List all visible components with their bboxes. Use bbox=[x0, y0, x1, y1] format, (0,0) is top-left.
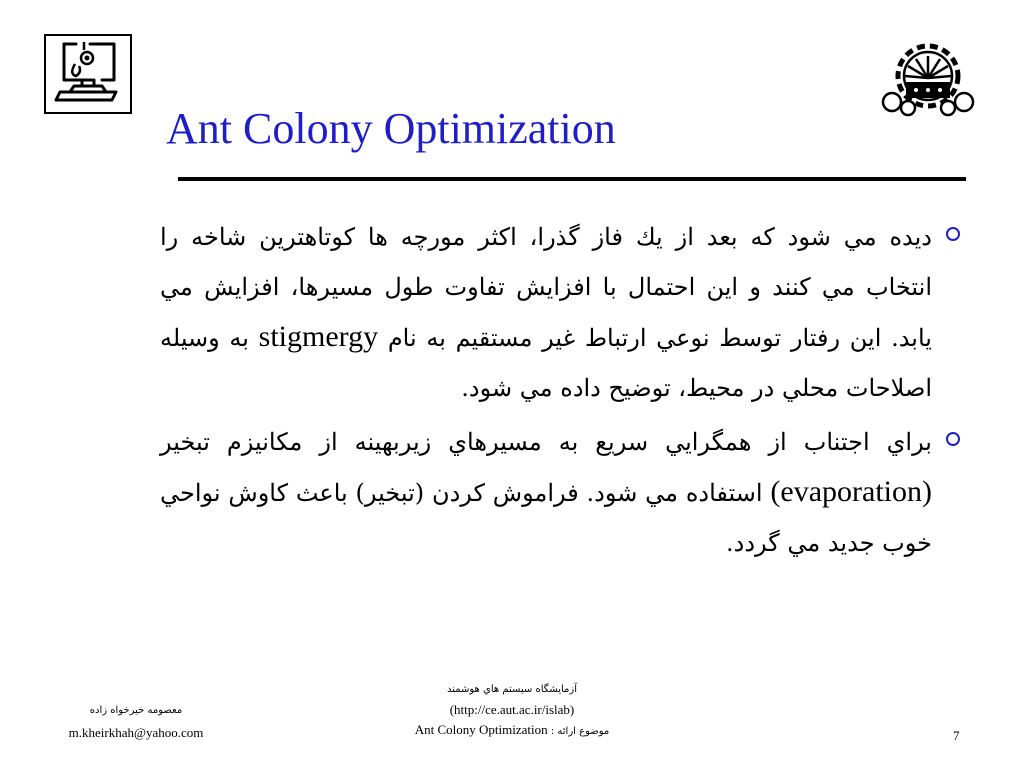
topic-label: موضوع ارائه : bbox=[550, 726, 610, 737]
bullet-text bbox=[160, 417, 932, 568]
lab-name: آزمايشگاه سيستم هاي هوشمند bbox=[446, 684, 578, 695]
university-emblem-icon bbox=[878, 38, 978, 118]
bullet-list bbox=[160, 212, 968, 568]
bullet-text-after: استفاده مي شود. فراموش كردن (تبخير) باعث كاوش نواحي خوب جديد مي گردد. bbox=[160, 479, 932, 557]
footer-author bbox=[26, 700, 246, 744]
bullet-term: stigmergy bbox=[258, 320, 379, 353]
lab-url: (http://ce.aut.ac.ir/islab) bbox=[449, 702, 575, 717]
topic: Ant Colony Optimization bbox=[414, 722, 548, 737]
page-number: 7 bbox=[953, 728, 960, 743]
bullet-circle-icon bbox=[946, 227, 960, 241]
title-divider bbox=[178, 177, 966, 181]
bullet-term: (evaporation) bbox=[770, 475, 932, 508]
bullet-text-after: به وسيله اصلاحات محلي در محيط، توضيح داده مي شود. bbox=[160, 324, 932, 402]
slide-title: Ant Colony Optimization bbox=[166, 104, 616, 153]
bullet-item bbox=[160, 417, 968, 568]
computer-terminal-icon bbox=[44, 34, 132, 114]
bullet-text-before: براي اجتناب از همگرايي سريع به مسيرهاي زيربهينه از مكانيزم تبخير bbox=[160, 428, 932, 456]
bullet-circle-icon bbox=[946, 432, 960, 446]
bullet-text bbox=[160, 212, 932, 413]
topic-line bbox=[312, 720, 712, 742]
bullet-item bbox=[160, 212, 968, 413]
author-email: m.kheirkhah@yahoo.com bbox=[68, 725, 204, 740]
bullet-text-before: ديده مي شود كه بعد از يك فاز گذرا، اكثر مورچه ها كوتاهترين شاخه را انتخاب مي كنند و اين احتمال با افزايش تفاوت طول مسيرها، افزايش مي يابد. اين رفتار توسط نوعي ارتباط غير مستقيم به نام bbox=[160, 223, 932, 352]
footer-center bbox=[312, 680, 712, 742]
author-name: معصومه خيرخواه زاده bbox=[89, 705, 183, 716]
